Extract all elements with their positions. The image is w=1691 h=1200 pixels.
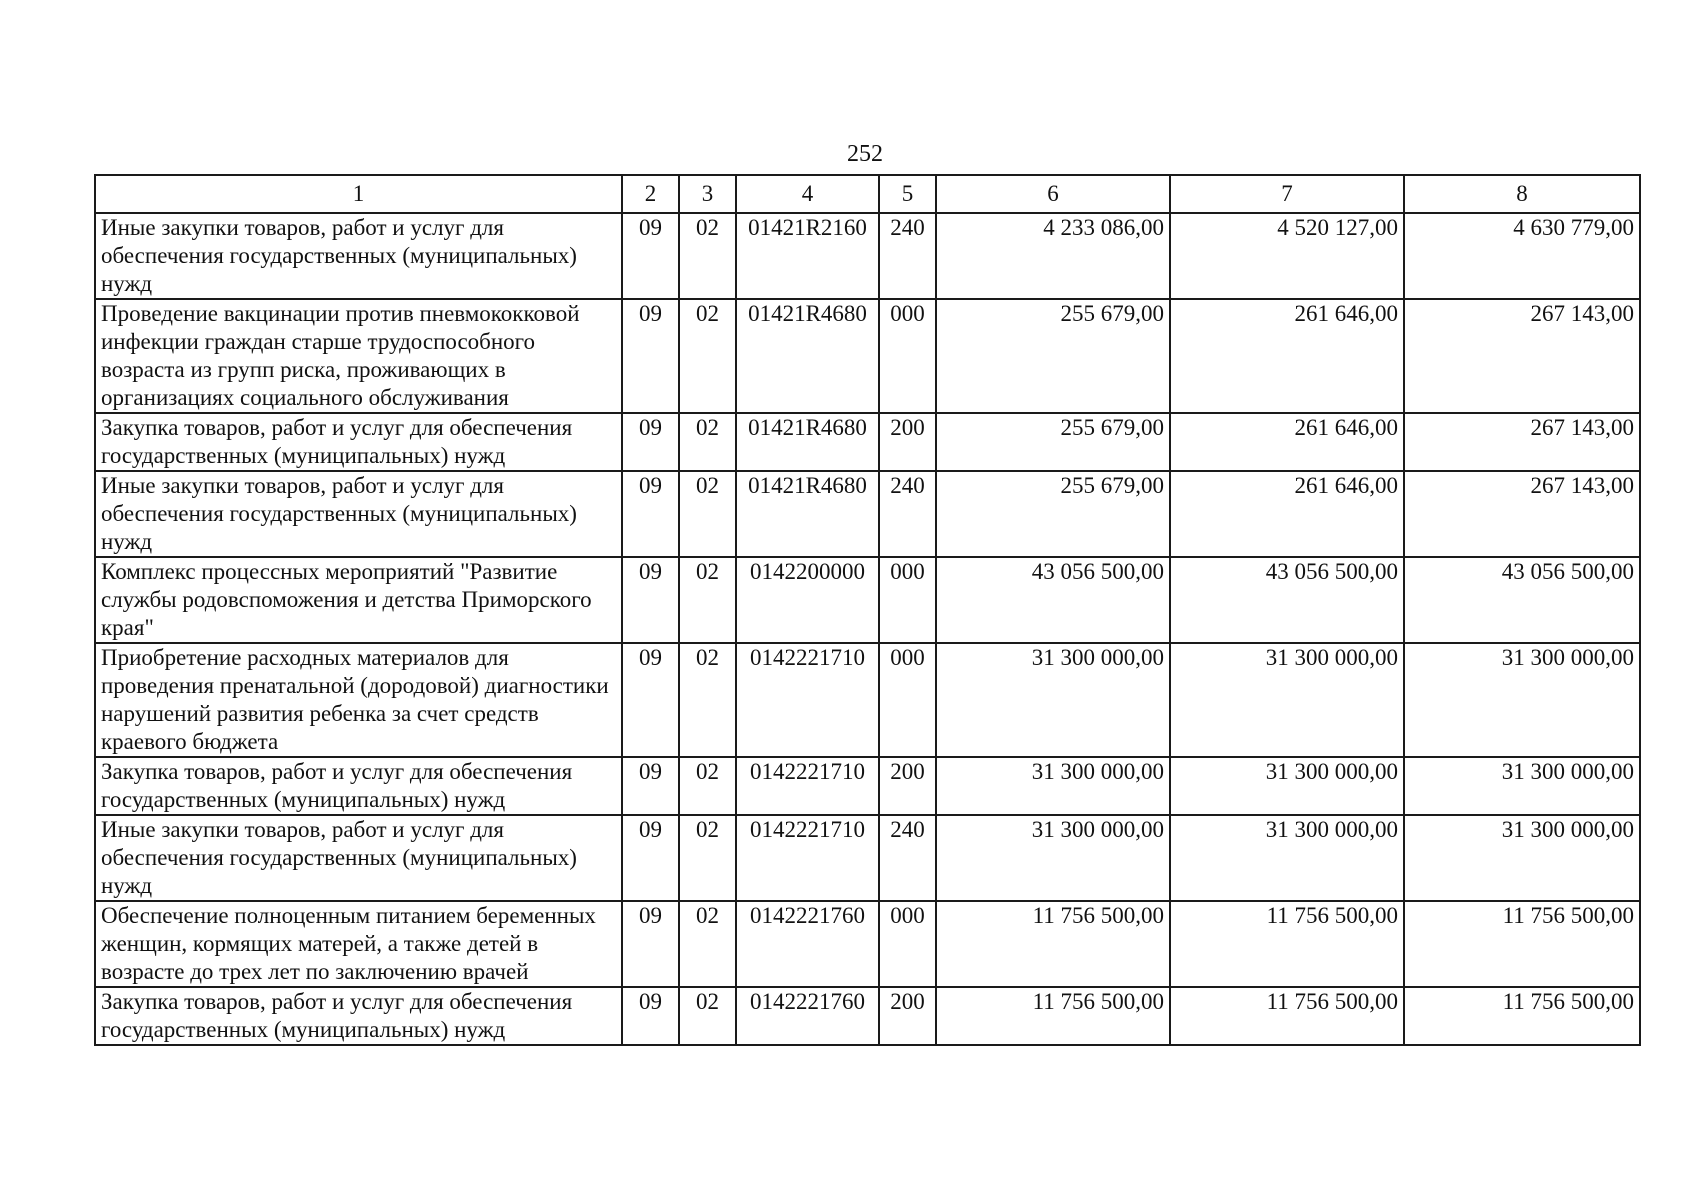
- row-amount-col7: 4 520 127,00: [1170, 213, 1404, 299]
- row-subsection: 02: [679, 213, 736, 299]
- row-target-code: 01421R4680: [736, 471, 879, 557]
- row-amount-col7: 261 646,00: [1170, 413, 1404, 471]
- row-section: 09: [622, 643, 679, 757]
- row-amount-col6: 255 679,00: [936, 471, 1170, 557]
- row-amount-col7: 11 756 500,00: [1170, 987, 1404, 1045]
- row-subsection: 02: [679, 299, 736, 413]
- row-expense-type: 000: [879, 557, 936, 643]
- table-row: [95, 757, 1640, 815]
- row-amount-col7: 261 646,00: [1170, 299, 1404, 413]
- header-row: [95, 175, 1640, 213]
- row-amount-col8: 31 300 000,00: [1404, 815, 1640, 901]
- row-amount-col7: 31 300 000,00: [1170, 815, 1404, 901]
- row-subsection: 02: [679, 815, 736, 901]
- column-header: 5: [879, 175, 936, 213]
- row-section: 09: [622, 987, 679, 1045]
- table-row: [95, 471, 1640, 557]
- row-section: 09: [622, 901, 679, 987]
- row-expense-type: 240: [879, 815, 936, 901]
- row-name: Комплекс процессных мероприятий "Развитие службы родовспоможения и детства Приморского края": [95, 557, 622, 643]
- row-section: 09: [622, 213, 679, 299]
- row-target-code: 0142221710: [736, 757, 879, 815]
- column-header: 2: [622, 175, 679, 213]
- row-name: Проведение вакцинации против пневмококковой инфекции граждан старше трудоспособного возраста из групп риска, проживающих в организациях социального обслуживания: [95, 299, 622, 413]
- budget-table: [94, 174, 1641, 1046]
- row-amount-col7: 31 300 000,00: [1170, 757, 1404, 815]
- row-expense-type: 240: [879, 471, 936, 557]
- row-amount-col6: 31 300 000,00: [936, 757, 1170, 815]
- row-section: 09: [622, 757, 679, 815]
- row-amount-col8: 4 630 779,00: [1404, 213, 1640, 299]
- row-target-code: 01421R2160: [736, 213, 879, 299]
- row-section: 09: [622, 557, 679, 643]
- row-section: 09: [622, 471, 679, 557]
- row-name: Приобретение расходных материалов для проведения пренатальной (дородовой) диагностики нарушений развития ребенка за счет средств краевого бюджета: [95, 643, 622, 757]
- row-expense-type: 200: [879, 987, 936, 1045]
- row-subsection: 02: [679, 901, 736, 987]
- row-amount-col6: 31 300 000,00: [936, 815, 1170, 901]
- column-header: 7: [1170, 175, 1404, 213]
- column-header: 1: [95, 175, 622, 213]
- row-name: Закупка товаров, работ и услуг для обеспечения государственных (муниципальных) нужд: [95, 413, 622, 471]
- row-subsection: 02: [679, 557, 736, 643]
- row-target-code: 01421R4680: [736, 413, 879, 471]
- row-name: Обеспечение полноценным питанием беременных женщин, кормящих матерей, а также детей в возрасте до трех лет по заключению врачей: [95, 901, 622, 987]
- column-header: 6: [936, 175, 1170, 213]
- table-row: [95, 901, 1640, 987]
- row-expense-type: 240: [879, 213, 936, 299]
- table-row: [95, 213, 1640, 299]
- row-amount-col6: 11 756 500,00: [936, 987, 1170, 1045]
- row-expense-type: 000: [879, 643, 936, 757]
- row-name: Иные закупки товаров, работ и услуг для обеспечения государственных (муниципальных) нужд: [95, 213, 622, 299]
- row-amount-col8: 267 143,00: [1404, 299, 1640, 413]
- row-name: Закупка товаров, работ и услуг для обеспечения государственных (муниципальных) нужд: [95, 757, 622, 815]
- row-target-code: 0142221710: [736, 815, 879, 901]
- row-amount-col6: 4 233 086,00: [936, 213, 1170, 299]
- row-section: 09: [622, 299, 679, 413]
- row-target-code: 0142221710: [736, 643, 879, 757]
- row-amount-col8: 43 056 500,00: [1404, 557, 1640, 643]
- row-section: 09: [622, 413, 679, 471]
- row-amount-col7: 11 756 500,00: [1170, 901, 1404, 987]
- column-header: 4: [736, 175, 879, 213]
- row-amount-col8: 267 143,00: [1404, 471, 1640, 557]
- row-target-code: 0142200000: [736, 557, 879, 643]
- row-target-code: 01421R4680: [736, 299, 879, 413]
- table-row: [95, 299, 1640, 413]
- row-section: 09: [622, 815, 679, 901]
- table-row: [95, 815, 1640, 901]
- row-expense-type: 000: [879, 901, 936, 987]
- table-row: [95, 987, 1640, 1045]
- row-expense-type: 200: [879, 413, 936, 471]
- column-header: 8: [1404, 175, 1640, 213]
- row-amount-col8: 31 300 000,00: [1404, 643, 1640, 757]
- row-amount-col8: 11 756 500,00: [1404, 901, 1640, 987]
- row-amount-col7: 43 056 500,00: [1170, 557, 1404, 643]
- row-subsection: 02: [679, 471, 736, 557]
- row-expense-type: 000: [879, 299, 936, 413]
- row-amount-col6: 11 756 500,00: [936, 901, 1170, 987]
- row-amount-col8: 31 300 000,00: [1404, 757, 1640, 815]
- row-amount-col8: 267 143,00: [1404, 413, 1640, 471]
- row-amount-col6: 43 056 500,00: [936, 557, 1170, 643]
- table-row: [95, 643, 1640, 757]
- row-subsection: 02: [679, 643, 736, 757]
- row-amount-col6: 255 679,00: [936, 299, 1170, 413]
- row-expense-type: 200: [879, 757, 936, 815]
- row-subsection: 02: [679, 757, 736, 815]
- row-amount-col8: 11 756 500,00: [1404, 987, 1640, 1045]
- row-amount-col6: 255 679,00: [936, 413, 1170, 471]
- page-number: 252: [847, 141, 883, 167]
- table-row: [95, 413, 1640, 471]
- row-amount-col6: 31 300 000,00: [936, 643, 1170, 757]
- row-target-code: 0142221760: [736, 987, 879, 1045]
- row-name: Закупка товаров, работ и услуг для обеспечения государственных (муниципальных) нужд: [95, 987, 622, 1045]
- row-name: Иные закупки товаров, работ и услуг для обеспечения государственных (муниципальных) нужд: [95, 471, 622, 557]
- row-subsection: 02: [679, 413, 736, 471]
- row-target-code: 0142221760: [736, 901, 879, 987]
- row-name: Иные закупки товаров, работ и услуг для обеспечения государственных (муниципальных) нужд: [95, 815, 622, 901]
- row-subsection: 02: [679, 987, 736, 1045]
- table-body: [95, 213, 1640, 1045]
- column-header: 3: [679, 175, 736, 213]
- table-row: [95, 557, 1640, 643]
- row-amount-col7: 261 646,00: [1170, 471, 1404, 557]
- row-amount-col7: 31 300 000,00: [1170, 643, 1404, 757]
